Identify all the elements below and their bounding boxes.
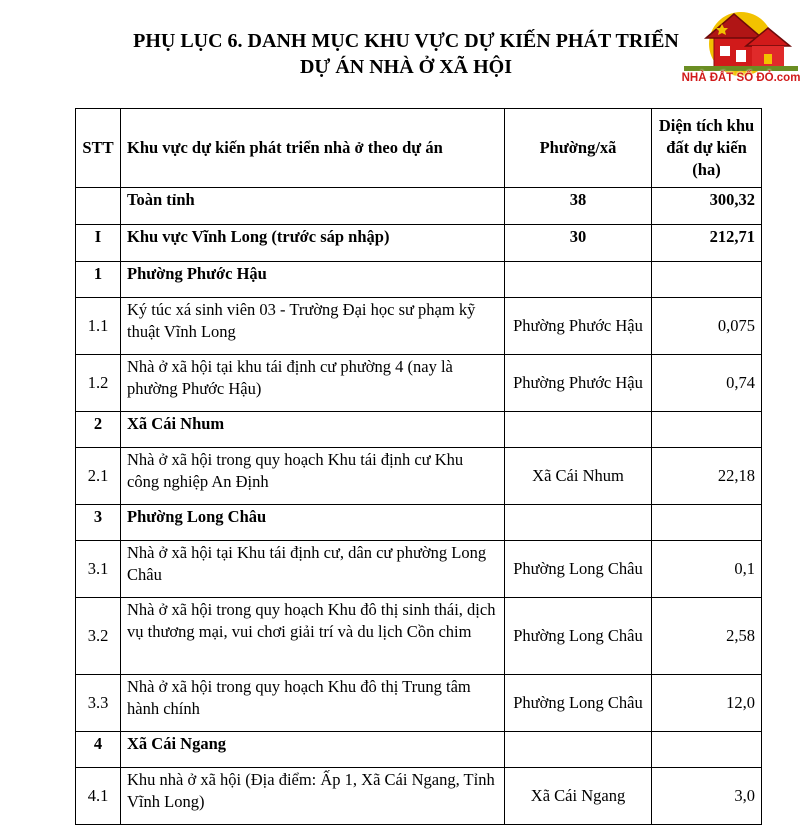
cell-area: 2,58	[652, 598, 762, 675]
cell-name: Phường Long Châu	[121, 505, 505, 541]
cell-ward: Phường Phước Hậu	[505, 355, 652, 412]
cell-area: 0,74	[652, 355, 762, 412]
cell-name: Nhà ở xã hội tại Khu tái định cư, dân cư phường Long Châu	[121, 541, 505, 598]
cell-ward	[505, 732, 652, 768]
cell-stt: 1.2	[76, 355, 121, 412]
cell-ward: Phường Long Châu	[505, 541, 652, 598]
cell-name: Xã Cái Nhum	[121, 412, 505, 448]
cell-name: Khu nhà ở xã hội (Địa điểm: Ấp 1, Xã Cái Ngang, Tỉnh Vĩnh Long)	[121, 768, 505, 825]
title-line-2: DỰ ÁN NHÀ Ở XÃ HỘI	[299, 56, 513, 78]
cell-area: 0,075	[652, 298, 762, 355]
table-row	[76, 225, 762, 262]
cell-area: 12,0	[652, 675, 762, 732]
cell-stt	[76, 188, 121, 225]
cell-area: 0,1	[652, 541, 762, 598]
cell-name: Khu vực Vĩnh Long (trước sáp nhập)	[121, 225, 505, 262]
cell-stt: 2	[76, 412, 121, 448]
table-row	[76, 412, 762, 448]
cell-stt: 4	[76, 732, 121, 768]
table-row	[76, 675, 762, 732]
cell-ward: 30	[505, 225, 652, 262]
table-row	[76, 541, 762, 598]
table-row	[76, 598, 762, 675]
cell-stt: 4.1	[76, 768, 121, 825]
cell-ward: Phường Phước Hậu	[505, 298, 652, 355]
cell-name: Nhà ở xã hội trong quy hoạch Khu tái định cư Khu công nghiệp An Định	[121, 448, 505, 505]
logo-text: NHÀ ĐẤT SỐ ĐỎ.com	[681, 72, 801, 84]
cell-name: Nhà ở xã hội trong quy hoạch Khu đô thị Trung tâm hành chính	[121, 675, 505, 732]
cell-stt: 3.3	[76, 675, 121, 732]
header-stt: STT	[76, 109, 121, 188]
cell-stt: 3.1	[76, 541, 121, 598]
cell-area	[652, 732, 762, 768]
table-row	[76, 732, 762, 768]
cell-area: 22,18	[652, 448, 762, 505]
cell-stt: 3	[76, 505, 121, 541]
cell-ward: Phường Long Châu	[505, 675, 652, 732]
table-row	[76, 768, 762, 825]
cell-area	[652, 412, 762, 448]
cell-area: 3,0	[652, 768, 762, 825]
cell-area	[652, 505, 762, 541]
header-ward: Phường/xã	[505, 109, 652, 188]
cell-area: 212,71	[652, 225, 762, 262]
logo	[676, 6, 806, 102]
table-header-row	[76, 109, 762, 188]
cell-name: Ký túc xá sinh viên 03 - Trường Đại học sư phạm kỹ thuật Vĩnh Long	[121, 298, 505, 355]
title-line-1: PHỤ LỤC 6. DANH MỤC KHU VỰC DỰ KIẾN PHÁT TRIỂN	[133, 30, 679, 52]
cell-ward	[505, 262, 652, 298]
cell-name: Phường Phước Hậu	[121, 262, 505, 298]
cell-ward	[505, 412, 652, 448]
cell-name: Xã Cái Ngang	[121, 732, 505, 768]
cell-name: Nhà ở xã hội trong quy hoạch Khu đô thị sinh thái, dịch vụ thương mại, vui chơi giải trí và du lịch Cồn chim	[121, 598, 505, 675]
cell-stt: 2.1	[76, 448, 121, 505]
table-row	[76, 355, 762, 412]
cell-area: 300,32	[652, 188, 762, 225]
cell-stt: I	[76, 225, 121, 262]
house-logo-icon	[676, 6, 806, 76]
cell-area	[652, 262, 762, 298]
cell-stt: 1.1	[76, 298, 121, 355]
table-row	[76, 262, 762, 298]
header-name: Khu vực dự kiến phát triển nhà ở theo dự án	[121, 109, 505, 188]
header-area: Diện tích khu đất dự kiến (ha)	[652, 109, 762, 188]
project-table	[75, 108, 762, 825]
cell-name: Toàn tỉnh	[121, 188, 505, 225]
cell-ward	[505, 505, 652, 541]
table-row	[76, 448, 762, 505]
cell-ward: Phường Long Châu	[505, 598, 652, 675]
cell-ward: Xã Cái Ngang	[505, 768, 652, 825]
cell-stt: 3.2	[76, 598, 121, 675]
cell-ward: 38	[505, 188, 652, 225]
table-row	[76, 188, 762, 225]
cell-stt: 1	[76, 262, 121, 298]
table-row	[76, 298, 762, 355]
cell-ward: Xã Cái Nhum	[505, 448, 652, 505]
table-row	[76, 505, 762, 541]
cell-name: Nhà ở xã hội tại khu tái định cư phường 4 (nay là phường Phước Hậu)	[121, 355, 505, 412]
